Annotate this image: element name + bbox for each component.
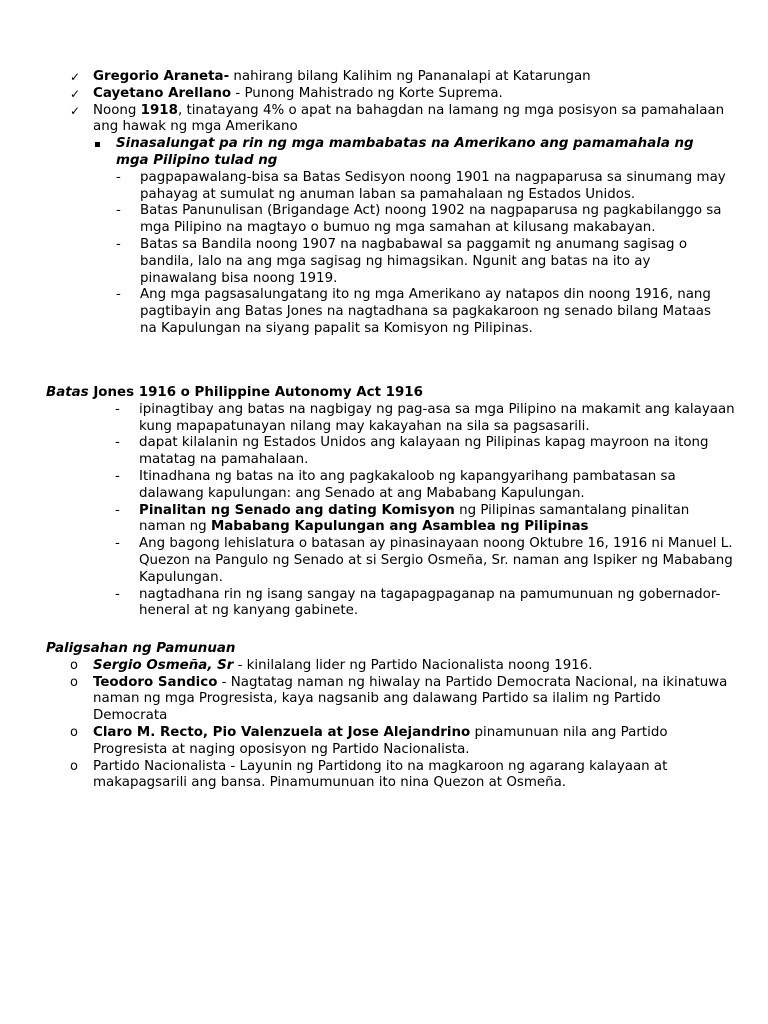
- dash-icon: -: [115, 468, 120, 484]
- list-item: [115, 587, 736, 621]
- list-item: [70, 725, 736, 759]
- dash-icon: -: [116, 236, 121, 252]
- circle-bullet-icon: o: [70, 724, 78, 740]
- list-item: [115, 503, 736, 537]
- dash-icon: -: [115, 401, 120, 417]
- list-item: [115, 435, 736, 469]
- dash-icon: -: [115, 586, 120, 602]
- circle-bullet-icon: o: [70, 657, 78, 673]
- item-text: Batas sa Bandila noong 1907 na nagbabawal sa paggamit ng anumang sagisag o bandila, lalo na ang mga sagisag ng himagsikan. Ngunit ang batas na ito ay pinawalang bisa noong 1919.: [140, 236, 688, 286]
- check-icon: ✓: [70, 86, 81, 101]
- jones-items: [115, 402, 736, 620]
- list-item: [116, 170, 730, 204]
- item-bold: Claro M. Recto, Pio Valenzuela at Jose Alejandrino: [93, 724, 471, 740]
- list-item: [116, 237, 730, 287]
- opposition-heading: Sinasalungat pa rin ng mga mambabatas na Amerikano ang pamamahala ng mga Pilipino tulad ng: [116, 136, 694, 168]
- item-bold: Teodoro Sandico: [93, 674, 218, 690]
- jones-law-section: [46, 385, 736, 620]
- list-item: [115, 536, 736, 586]
- item-bold-2: Mababang Kapulungan ang Asamblea ng Pilipinas: [210, 519, 589, 535]
- list-item: [116, 287, 730, 337]
- opposition-items: [116, 170, 730, 338]
- item-bold: Pinalitan ng Senado ang dating Komisyon: [139, 502, 455, 518]
- list-item: [70, 658, 736, 675]
- check-icon: ✓: [70, 70, 81, 84]
- list-item: [70, 675, 736, 725]
- circle-bullet-icon: o: [70, 674, 78, 690]
- item-text: pagpapawalang-bisa sa Batas Sedisyon noong 1901 na nagpaparusa sa sinumang may pahayag at sumulat ng anuman laban sa pamahalaan ng Estados Unidos.: [140, 169, 726, 202]
- item-bold: 1918: [140, 102, 178, 118]
- intro-checklist: [70, 69, 730, 338]
- item-bold: Cayetano Arellano: [93, 85, 232, 101]
- item-text: nahirang bilang Kalihim ng Pananalapi at Katarungan: [229, 69, 591, 84]
- dash-icon: -: [115, 502, 120, 518]
- item-bold: Sergio Osmeña, Sr: [93, 657, 234, 673]
- item-text: - Nagtatag naman ng hiwalay na Partido Democrata Nacional, na ikinatuwa naman ng mga Progresista, kaya nagsanib ang dalawang Partido sa ilalim ng Partido Democrata: [93, 674, 728, 724]
- item-text: - Punong Mahistrado ng Korte Suprema.: [231, 85, 503, 101]
- item-text: Ang mga pagsasalungatang ito ng mga Amerikano ay natapos din noong 1916, nang pagtibayin ang Batas Jones na nagtadhana sa pagkakaroon ng senado bilang Mataas na Kapulungan na siyang papalit sa Komisyon ng Pilipinas.: [140, 287, 711, 336]
- dash-icon: -: [116, 169, 121, 185]
- list-item: [70, 103, 730, 338]
- list-item: [93, 136, 730, 338]
- list-item: [115, 469, 736, 503]
- circle-bullet-icon: o: [70, 758, 78, 774]
- dash-icon: -: [116, 203, 121, 219]
- list-item: [70, 759, 736, 793]
- heading-rest: Jones 1916 o Philippine Autonomy Act 1916: [88, 385, 423, 400]
- item-bold: Gregorio Araneta-: [93, 69, 230, 84]
- square-bullet-icon: [95, 142, 100, 147]
- heading-italic: Batas: [46, 385, 89, 400]
- item-text: Partido Nacionalista - Layunin ng Partidong ito na magkaroon ng agarang kalayaan at makapagsarili ang bansa. Pinamumunuan ito nina Quezon at Osmeña.: [93, 758, 668, 791]
- item-pre: Noong: [93, 102, 141, 118]
- list-item: [115, 402, 736, 436]
- check-icon: ✓: [70, 103, 81, 118]
- item-text: Batas Panunulisan (Brigandage Act) noong 1902 na nagpaparusa ng pagkabilanggo sa mga Pilipino na magtayo o bumuo ng mga samahan at kilusang makabayan.: [140, 203, 722, 236]
- item-text: dapat kilalanin ng Estados Unidos ang kalayaan ng Pilipinas kapag mayroon na itong matatag na pamahalaan.: [139, 435, 709, 468]
- item-text: nagtadhana rin ng isang sangay na tagapagpaganap na pamumunuan ng gobernador-heneral at ng kanyang gabinete.: [139, 586, 721, 619]
- item-text: ng Pilipinas samantalang pinalitan naman ng: [139, 502, 690, 535]
- section-heading: [46, 385, 736, 402]
- opposition-list: [93, 136, 730, 338]
- paligsahan-items: [70, 658, 736, 792]
- item-text: pinamunuan nila ang Partido Progresista at naging oposisyon ng Partido Nacionalista.: [93, 724, 668, 757]
- item-text: - kinilalang lider ng Partido Nacionalista noong 1916.: [233, 657, 593, 673]
- list-item: [116, 203, 730, 237]
- list-item: [70, 86, 730, 103]
- dash-icon: -: [115, 536, 120, 552]
- list-item: [70, 69, 730, 86]
- dash-icon: -: [115, 435, 120, 451]
- paligsahan-section: [46, 641, 736, 792]
- section-heading: Paligsahan ng Pamunuan: [46, 641, 236, 656]
- item-text: ipinagtibay ang batas na nagbigay ng pag-asa sa mga Pilipino na makamit ang kalayaan kung mapapatunayan nilang may kakayahan na sila sa pagsasarili.: [139, 401, 735, 434]
- item-text: Ang bagong lehislatura o batasan ay pinasinayaan noong Oktubre 16, 1916 ni Manuel L. Quezon na Pangulo ng Senado at si Sergio Osmeña, Sr. naman ang Ispiker ng Mababang Kapulungan.: [139, 536, 733, 585]
- item-text: Itinadhana ng batas na ito ang pagkakaloob ng kapangyarihang pambatasan sa dalawang kapulungan: ang Senado at ang Mababang Kapulungan.: [139, 468, 676, 501]
- item-text: , tinatayang 4% o apat na bahagdan na lamang ng mga posisyon sa pamahalaan ang hawak ng mga Amerikano: [93, 102, 725, 135]
- dash-icon: -: [116, 287, 121, 303]
